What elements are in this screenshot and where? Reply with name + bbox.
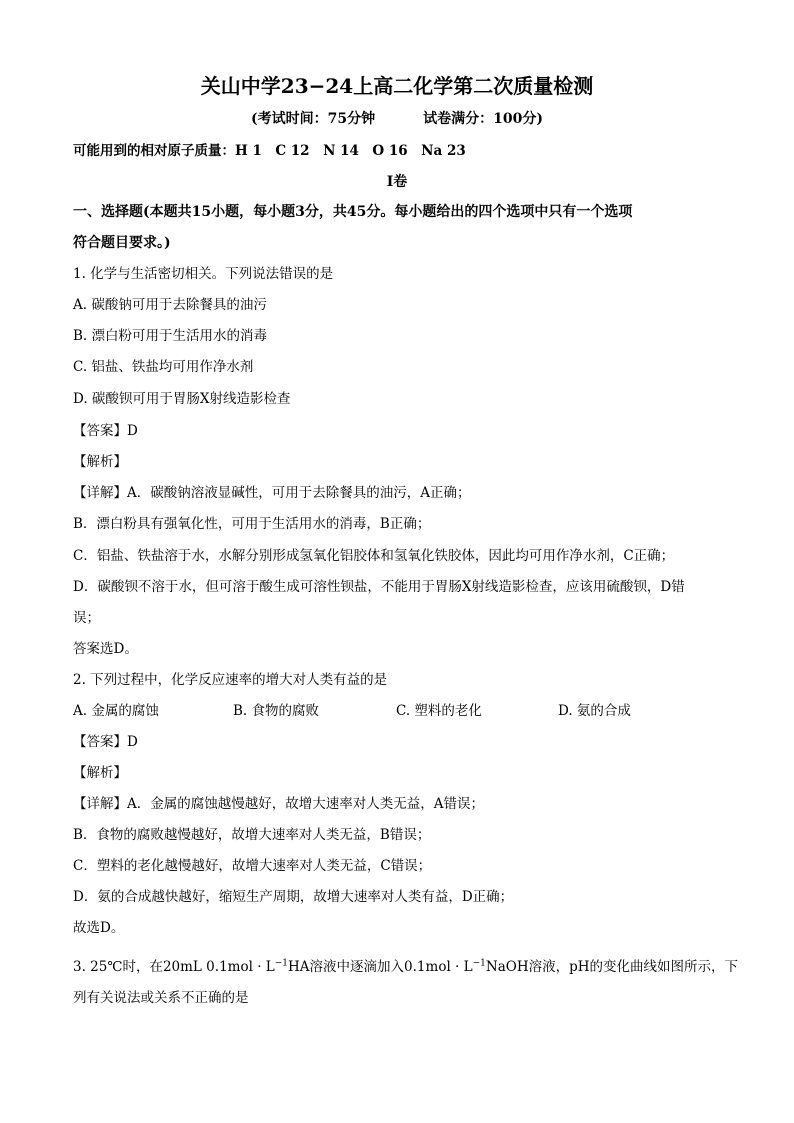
q2-option-d: D. 氨的合成	[558, 703, 631, 719]
q2-stem: 2. 下列过程中，化学反应速率的增大对人类有益的是	[73, 672, 388, 688]
q2-detail-a: 【详解】A．金属的腐蚀越慢越好，故增大速率对人类无益，A错误；	[73, 796, 484, 812]
q1-detail-d: D．碳酸钡不溶于水，但可溶于酸生成可溶性钡盐，不能用于胃肠X射线造影检查，应该用硫酸钡，D错	[73, 579, 685, 595]
q2-option-a: A. 金属的腐蚀	[73, 703, 159, 719]
q1-analysis-label: 【解析】	[73, 454, 127, 470]
q1-conclusion: 答案选D。	[73, 641, 138, 657]
atomic-masses: 可能用到的相对原子质量：H 1 C 12 N 14 O 16 Na 23	[73, 143, 466, 159]
q1-detail-d-cont: 误；	[73, 610, 100, 626]
q2-detail-b: B．食物的腐败越慢越好，故增大速率对人类无益，B错误；	[73, 827, 431, 843]
volume-label: I卷	[386, 174, 408, 190]
q1-detail-b: B．漂白粉具有强氧化性，可用于生活用水的消毒，B正确；	[73, 516, 431, 532]
q3-stem-line2: 列有关说法或关系不正确的是	[73, 990, 249, 1006]
q2-conclusion: 故选D。	[73, 920, 125, 936]
q1-option-b: B. 漂白粉可用于生活用水的消毒	[73, 328, 268, 344]
q2-detail-d: D．氨的合成越快越好，缩短生产周期，故增大速率对人类有益，D正确；	[73, 889, 514, 905]
q3-stem	[73, 957, 738, 977]
full-score: 试卷满分：100分)	[423, 111, 543, 127]
exam-title: 关山中学23−24上高二化学第二次质量检测	[200, 74, 594, 98]
section-heading-line2: 符合题目要求。)	[73, 235, 171, 251]
q3-stem-part2: HA溶液中逐滴加入0.1mol · L	[288, 959, 473, 975]
q3-superscript-2: −1	[472, 958, 486, 969]
q2-answer: 【答案】D	[73, 734, 138, 750]
exam-time: (考试时间：75分钟	[251, 111, 376, 127]
q1-detail-c: C．铝盐、铁盐溶于水，水解分别形成氢氧化铝胶体和氢氧化铁胶体，因此均可用作净水剂，C正确；	[73, 548, 675, 564]
q3-stem-part1: 3. 25℃时，在20mL 0.1mol · L	[73, 959, 275, 975]
q2-analysis-label: 【解析】	[73, 765, 127, 781]
q1-option-c: C. 铝盐、铁盐均可用作净水剂	[73, 359, 254, 375]
q2-option-b: B. 食物的腐败	[233, 703, 320, 719]
q1-option-a: A. 碳酸钠可用于去除餐具的油污	[73, 297, 267, 313]
q1-stem: 1. 化学与生活密切相关。下列说法错误的是	[73, 266, 334, 282]
q3-superscript-1: −1	[274, 958, 289, 969]
q2-option-c: C. 塑料的老化	[396, 703, 482, 719]
exam-info	[0, 108, 794, 128]
q3-stem-part3: NaOH溶液，pH的变化曲线如图所示，下	[485, 959, 739, 975]
q1-option-d: D. 碳酸钡可用于胃肠X射线造影检查	[73, 391, 291, 407]
q1-detail-a: 【详解】A．碳酸钠溶液显碱性，可用于去除餐具的油污，A正确；	[73, 485, 471, 501]
q2-detail-c: C．塑料的老化越慢越好，故增大速率对人类无益，C错误；	[73, 858, 432, 874]
section-heading-line1: 一、选择题(本题共15小题，每小题3分，共45分。每小题给出的四个选项中只有一个选项	[73, 204, 633, 220]
q1-answer: 【答案】D	[73, 423, 138, 439]
